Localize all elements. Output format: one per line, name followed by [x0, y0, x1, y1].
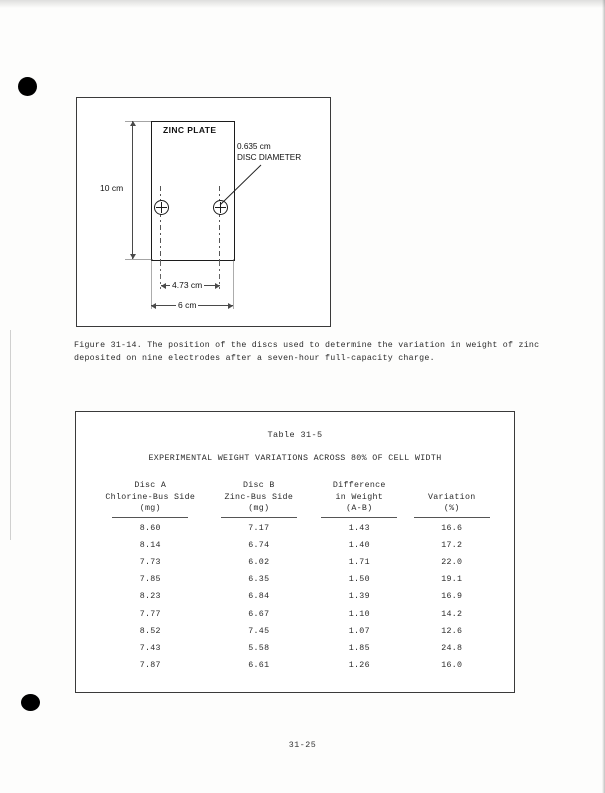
column-header-line2: in Weight — [335, 492, 384, 502]
table-row — [94, 623, 496, 640]
table-row — [94, 520, 496, 537]
table-cell: 1.71 — [348, 557, 370, 567]
table-cell: 1.39 — [348, 592, 370, 602]
table-cell: 5.58 — [248, 643, 270, 653]
table-cell: 1.85 — [348, 643, 370, 653]
column-header-line3: (%) — [443, 504, 460, 513]
extension-line-plate-left — [151, 259, 152, 309]
table-cell: 1.26 — [348, 661, 370, 671]
disc-b-symbol — [213, 200, 228, 215]
column-header-line2: Variation — [428, 492, 476, 502]
table-cell: 1.10 — [348, 609, 370, 619]
callout-value: 0.635 cm — [237, 142, 271, 151]
disc-a-centerline — [160, 186, 161, 266]
table-cell: 8.14 — [139, 540, 161, 550]
column-rule — [221, 517, 297, 518]
table-cell: 19.1 — [441, 575, 463, 585]
table-cell: 8.60 — [139, 523, 161, 533]
table-cell: 7.17 — [248, 523, 270, 533]
dimension-label-height: 10 cm — [100, 183, 124, 193]
column-header-disc-b — [207, 480, 312, 520]
figure-drawing-area — [77, 98, 330, 326]
table-cell: 24.8 — [441, 643, 463, 653]
table-cell: 17.2 — [441, 540, 463, 550]
table-cell: 6.67 — [248, 609, 270, 619]
column-header-variation — [408, 480, 496, 520]
table-cell: 7.73 — [139, 557, 161, 567]
table-row — [94, 571, 496, 588]
table-cell: 7.85 — [139, 575, 161, 585]
callout-description: DISC DIAMETER — [237, 152, 302, 162]
table-header-row — [94, 480, 496, 520]
table-cell: 6.84 — [248, 592, 270, 602]
table-cell: 1.07 — [348, 626, 370, 636]
dimension-label-disc-spacing: 4.73 cm — [172, 280, 203, 290]
extension-line-plate-right — [233, 259, 234, 309]
column-rule — [112, 517, 188, 518]
table-31-5-container — [75, 411, 515, 693]
column-header-line1: Disc B — [242, 481, 275, 490]
column-header-difference — [311, 480, 407, 520]
table-cell: 16.9 — [441, 592, 463, 602]
table-cell: 1.43 — [348, 523, 370, 533]
disc-a-symbol — [154, 200, 169, 215]
table-cell: 12.6 — [441, 626, 463, 636]
table-cell: 7.43 — [139, 643, 161, 653]
column-header-line2: Chlorine-Bus Side — [105, 492, 196, 502]
table-cell: 16.6 — [441, 523, 463, 533]
dimension-label-plate-width: 6 cm — [178, 300, 197, 310]
table-cell: 7.87 — [139, 661, 161, 671]
column-rule — [321, 517, 397, 518]
table-cell: 14.2 — [441, 609, 463, 619]
table-cell: 6.74 — [248, 540, 270, 550]
column-header-line3: (A-B) — [346, 504, 373, 513]
hole-punch-mark-bottom — [21, 694, 40, 711]
table-row — [94, 657, 496, 674]
table-cell: 6.02 — [248, 557, 270, 567]
column-header-line3: (mg) — [248, 504, 270, 513]
table-cell: 16.0 — [441, 661, 463, 671]
disc-diameter-callout — [237, 142, 301, 163]
table-header — [94, 480, 496, 520]
table-row — [94, 605, 496, 622]
table-cell: 8.52 — [139, 626, 161, 636]
column-header-line1: Disc A — [134, 481, 167, 490]
table-row — [94, 537, 496, 554]
table-body — [94, 520, 496, 675]
column-header-line2: Zinc-Bus Side — [224, 492, 294, 502]
figure-31-14 — [76, 97, 331, 327]
figure-caption: Figure 31-14. The position of the discs used to determine the variation in weight of zinc deposited on nine electrodes after a seven-hour full-capacity charge. — [74, 341, 540, 363]
table-cell: 7.77 — [139, 609, 161, 619]
column-header-disc-a — [94, 480, 207, 520]
table-cell: 8.23 — [139, 592, 161, 602]
column-header-line1: Difference — [332, 481, 386, 490]
table-number: Table 31-5 — [267, 430, 323, 440]
table-row — [94, 588, 496, 605]
extension-line-bottom — [125, 259, 153, 260]
table-cell: 1.50 — [348, 575, 370, 585]
table-cell: 6.61 — [248, 661, 270, 671]
table-row — [94, 554, 496, 571]
experimental-weight-variations-table — [94, 480, 496, 674]
page-number: 31-25 — [288, 741, 317, 750]
table-title: EXPERIMENTAL WEIGHT VARIATIONS ACROSS 80% OF CELL WIDTH — [148, 454, 442, 463]
table-cell: 6.35 — [248, 575, 270, 585]
disc-b-centerline — [219, 186, 220, 266]
dimension-line-height — [132, 121, 133, 259]
scan-streak-artifact — [10, 330, 11, 540]
zinc-plate-outline — [151, 121, 235, 261]
scan-edge-artifact-top — [0, 0, 605, 8]
column-header-line3: (mg) — [139, 504, 161, 513]
table-cell: 7.45 — [248, 626, 270, 636]
hole-punch-mark-top — [18, 77, 37, 96]
table-cell: 1.40 — [348, 540, 370, 550]
table-cell: 22.0 — [441, 557, 463, 567]
column-rule — [414, 517, 490, 518]
table-row — [94, 640, 496, 657]
zinc-plate-label: ZINC PLATE — [163, 125, 217, 135]
